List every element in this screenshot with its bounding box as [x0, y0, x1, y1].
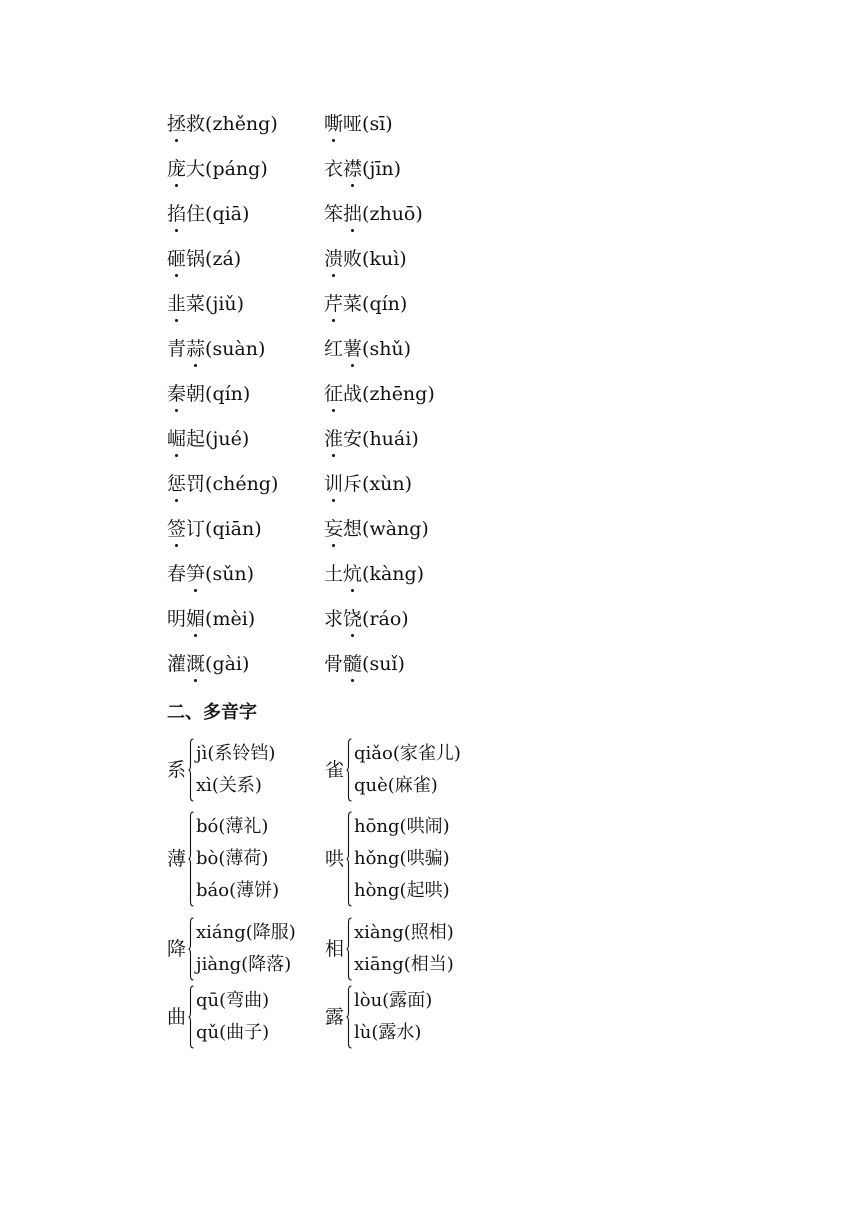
pinyin: (qiā)	[205, 203, 250, 225]
pinyin: (sī)	[362, 113, 393, 135]
emphasized-char: 砸	[167, 244, 186, 274]
vocab-item	[324, 199, 524, 229]
polyphone-char: 哄	[325, 848, 345, 870]
polyphone-char: 曲	[167, 1006, 187, 1028]
emphasized-char: 惩	[167, 469, 186, 499]
word-char: 菜	[343, 293, 363, 315]
pinyin: (zhēng)	[362, 383, 435, 405]
section-title: 二、多音字	[167, 702, 257, 723]
word-char: 红	[324, 338, 344, 360]
vocab-item	[324, 379, 524, 409]
polyphone-char: 露	[325, 1006, 345, 1028]
pinyin: (kàng)	[362, 563, 425, 585]
reading-item: què(麻雀)	[354, 775, 438, 796]
word-char: 哑	[343, 113, 363, 135]
pinyin: (qín)	[362, 293, 408, 315]
reading-item: lù(露水)	[354, 1022, 422, 1043]
vocab-item	[167, 559, 324, 589]
vocab-row	[167, 109, 587, 154]
reading-item: báo(薄饼)	[196, 880, 280, 901]
vocab-item	[167, 334, 324, 364]
vocab-item	[324, 469, 524, 499]
polyphone-char: 薄	[167, 848, 187, 870]
word-char: 安	[343, 428, 363, 450]
emphasized-char: 薯	[343, 334, 362, 364]
reading-item: qū(弯曲)	[196, 990, 270, 1011]
pinyin: (ráo)	[362, 608, 409, 630]
emphasized-char: 签	[167, 514, 186, 544]
word-char: 锅	[186, 248, 206, 270]
readings-list	[354, 811, 450, 907]
vocab-item	[167, 379, 324, 409]
vocab-row	[167, 469, 587, 514]
pinyin: (chéng)	[205, 473, 279, 495]
pinyin: (sǔn)	[205, 563, 255, 585]
brace-icon	[188, 811, 194, 907]
polyphone-char: 系	[167, 759, 187, 781]
emphasized-char: 崛	[167, 424, 186, 454]
vocab-row	[167, 559, 587, 604]
polyphone-group	[325, 811, 450, 907]
vocab-item	[167, 199, 324, 229]
vocab-item	[167, 604, 324, 634]
vocab-item	[324, 244, 524, 274]
emphasized-char: 庞	[167, 154, 186, 184]
vocab-item	[167, 649, 324, 679]
word-char: 求	[324, 608, 344, 630]
emphasized-char: 饶	[343, 604, 362, 634]
emphasized-char: 秦	[167, 379, 186, 409]
pinyin: (shǔ)	[362, 338, 412, 360]
vocab-item	[324, 559, 524, 589]
vocab-item	[324, 424, 524, 454]
pinyin: (suǐ)	[362, 653, 405, 675]
emphasized-char: 拙	[343, 199, 362, 229]
vocab-item	[167, 154, 324, 184]
emphasized-char: 嘶	[324, 109, 343, 139]
emphasized-char: 训	[324, 469, 343, 499]
readings-list	[354, 985, 432, 1049]
vocab-row	[167, 604, 587, 649]
emphasized-char: 征	[324, 379, 343, 409]
vocab-item	[324, 289, 524, 319]
readings-list	[196, 985, 269, 1049]
word-char: 救	[186, 113, 206, 135]
reading-item: lòu(露面)	[354, 990, 433, 1011]
vocab-item	[167, 109, 324, 139]
readings-list	[354, 738, 461, 802]
reading-item: xiāng(相当)	[354, 954, 454, 975]
emphasized-char: 溃	[324, 244, 343, 274]
readings-list	[196, 917, 296, 981]
reading-item: qǔ(曲子)	[196, 1022, 270, 1043]
vocab-item	[167, 424, 324, 454]
vocab-row	[167, 244, 587, 289]
pinyin: (mèi)	[205, 608, 256, 630]
pinyin: (páng)	[205, 158, 268, 180]
word-char: 灌	[167, 653, 187, 675]
pinyin: (jīn)	[362, 158, 402, 180]
reading-item: hòng(起哄)	[354, 880, 450, 901]
readings-list	[196, 738, 275, 802]
vocab-row	[167, 154, 587, 199]
polyphone-group	[325, 917, 454, 981]
word-char: 罚	[186, 473, 206, 495]
vocab-row	[167, 649, 587, 694]
pinyin: (jiǔ)	[205, 293, 245, 315]
word-char: 想	[343, 518, 363, 540]
vocabulary-list	[167, 109, 587, 694]
word-char: 衣	[324, 158, 344, 180]
emphasized-char: 拯	[167, 109, 186, 139]
reading-item: xì(关系)	[196, 775, 262, 796]
pinyin: (zhuō)	[362, 203, 423, 225]
word-char: 笨	[324, 203, 344, 225]
word-char: 菜	[186, 293, 206, 315]
vocab-item	[324, 334, 524, 364]
pinyin: (huái)	[362, 428, 419, 450]
polyphone-group	[167, 985, 269, 1049]
brace-icon	[346, 738, 352, 802]
vocab-item	[324, 649, 524, 679]
pinyin: (zhěng)	[205, 113, 278, 135]
emphasized-char: 芹	[324, 289, 343, 319]
word-char: 明	[167, 608, 187, 630]
reading-item: bò(薄荷)	[196, 848, 269, 869]
word-char: 斥	[343, 473, 363, 495]
word-char: 朝	[186, 383, 206, 405]
polyphone-group	[325, 738, 461, 802]
word-char: 青	[167, 338, 187, 360]
pinyin: (jué)	[205, 428, 250, 450]
pinyin: (gài)	[205, 653, 250, 675]
reading-item: qiǎo(家雀儿)	[354, 743, 461, 764]
brace-icon	[188, 985, 194, 1049]
vocab-item	[324, 604, 524, 634]
word-char: 订	[186, 518, 206, 540]
vocab-row	[167, 379, 587, 424]
polyphone-group	[325, 985, 432, 1049]
brace-icon	[346, 917, 352, 981]
emphasized-char: 髓	[343, 649, 362, 679]
vocab-row	[167, 199, 587, 244]
word-char: 起	[186, 428, 206, 450]
emphasized-char: 笋	[186, 559, 205, 589]
emphasized-char: 溉	[186, 649, 205, 679]
word-char: 住	[186, 203, 206, 225]
vocab-row	[167, 424, 587, 469]
vocab-item	[167, 289, 324, 319]
pinyin: (xùn)	[362, 473, 413, 495]
brace-icon	[346, 811, 352, 907]
vocab-item	[167, 469, 324, 499]
vocab-row	[167, 514, 587, 559]
emphasized-char: 媚	[186, 604, 205, 634]
polyphone-char: 降	[167, 938, 187, 960]
brace-icon	[188, 738, 194, 802]
emphasized-char: 掐	[167, 199, 186, 229]
emphasized-char: 蒜	[186, 334, 205, 364]
reading-item: jiàng(降落)	[196, 954, 292, 975]
reading-item: hōng(哄闹)	[354, 816, 450, 837]
word-char: 骨	[324, 653, 344, 675]
vocab-item	[167, 514, 324, 544]
pinyin: (wàng)	[362, 518, 429, 540]
pinyin: (qín)	[205, 383, 251, 405]
vocab-item	[324, 514, 524, 544]
pinyin: (zá)	[205, 248, 242, 270]
pinyin: (kuì)	[362, 248, 407, 270]
brace-icon	[346, 985, 352, 1049]
word-char: 败	[343, 248, 363, 270]
reading-item: bó(薄礼)	[196, 816, 269, 837]
vocab-item	[324, 154, 524, 184]
pinyin: (qiān)	[205, 518, 262, 540]
word-char: 战	[343, 383, 363, 405]
vocab-item	[167, 244, 324, 274]
polyphone-group	[167, 738, 275, 802]
emphasized-char: 襟	[343, 154, 362, 184]
reading-item: hǒng(哄骗)	[354, 848, 450, 869]
brace-icon	[188, 917, 194, 981]
reading-item: xiàng(照相)	[354, 922, 454, 943]
emphasized-char: 淮	[324, 424, 343, 454]
readings-list	[196, 811, 279, 907]
emphasized-char: 炕	[343, 559, 362, 589]
vocab-row	[167, 334, 587, 379]
pinyin: (suàn)	[205, 338, 266, 360]
readings-list	[354, 917, 454, 981]
word-char: 大	[186, 158, 206, 180]
emphasized-char: 妄	[324, 514, 343, 544]
polyphone-char: 雀	[325, 759, 345, 781]
word-char: 土	[324, 563, 344, 585]
polyphone-group	[167, 917, 296, 981]
vocab-row	[167, 289, 587, 334]
polyphone-char: 相	[325, 938, 345, 960]
vocab-item	[324, 109, 524, 139]
reading-item: xiáng(降服)	[196, 922, 296, 943]
word-char: 春	[167, 563, 187, 585]
reading-item: jì(系铃铛)	[196, 743, 276, 764]
emphasized-char: 韭	[167, 289, 186, 319]
polyphone-group	[167, 811, 279, 907]
